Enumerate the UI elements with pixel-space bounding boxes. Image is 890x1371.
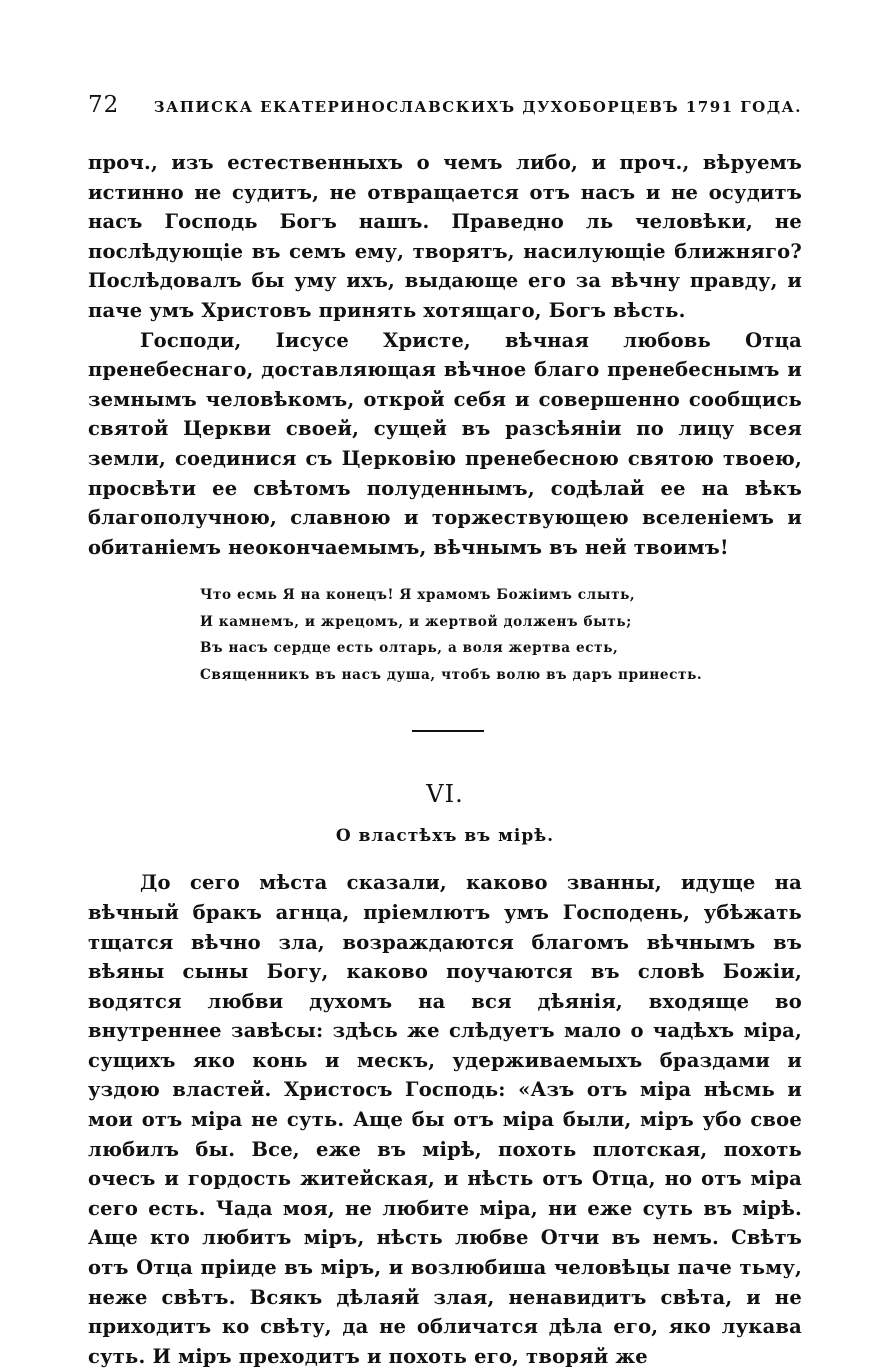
verse-line: Что есмь Я на конецъ! Я храмомъ Божіимъ слыть, [200,587,636,604]
verse-line: Въ насъ сердце есть олтарь, а воля жертва есть, [200,640,619,657]
body-paragraph-prayer: Господи, Іисусе Христе, вѣчная любовь Отца пренебеснаго, доставляющая вѣчное благо пренебеснымъ и земнымъ человѣкомъ, открой себя и совершенно сообщись святой Церкви своей, сущей въ разсѣяніи по лицу всея земли, соединися съ Церковію пренебесною святою твоею, просвѣти ее свѣтомъ полуденнымъ, содѣлай ее на вѣкъ благополучною, славною и торжествующею вселеніемъ и обитаніемъ неокончаемымъ, вѣчнымъ въ ней твоимъ! [88,328,802,559]
document-page [88,92,802,1371]
section-title: О властѣхъ въ мірѣ. [335,826,555,847]
verse-line: Священникъ въ насъ душа, чтобъ волю въ даръ принесть. [200,666,703,683]
verse-block [200,582,802,688]
body-paragraph-continued: проч., изъ естественныхъ о чемъ либо, и проч., вѣруемъ истинно не судитъ, не отвращается отъ насъ и не осудитъ насъ Господь Богъ нашъ. Праведно ль человѣки, не послѣдующіе въ семъ ему, творятъ, насилующіе ближняго? Послѣдовалъ бы уму ихъ, выдающе его за вѣчну правду, и паче умъ Христовъ принять хотящаго, Богъ вѣсть. [88,151,802,322]
page-number: 72 [88,92,120,118]
running-title: ЗАПИСКА ЕКАТЕРИНОСЛАВСКИХЪ ДУХОБОРЦЕВЪ 1791 ГОДА. [153,98,802,116]
section-number: VI. [426,780,464,809]
page-header [88,92,802,132]
section-paragraph: До сего мѣста сказали, каково званны, идуще на вѣчный бракъ агнца, пріемлютъ умъ Господень, убѣжать тщатся вѣчно зла, возраждаются благомъ вѣчнымъ въ вѣяны сыны Богу, каково поучаются въ словѣ Божіи, водятся любви духомъ на вся дѣянія, входяще во внутреннее завѣсы: здѣсь же слѣдуетъ мало о чадѣхъ міра, сущихъ яко конь и мескъ, удерживаемыхъ браздами и уздою властей. Христосъ Господь: «Азъ отъ міра нѣсмь и мои отъ міра не суть. Аще бы отъ міра были, міръ убо свое любилъ бы. Все, еже въ мірѣ, похоть плотская, похоть очесъ и гордость житейская, и нѣсть отъ Отца, но отъ міра сего есть. Чада моя, не любите міра, ни еже суть въ мірѣ. Аще кто любитъ міръ, нѣсть любве Отчи въ немъ. Свѣтъ отъ Отца пріиде въ міръ, и возлюбиша человѣцы паче тьму, неже свѣтъ. Всякъ дѣлаяй злая, ненавидитъ свѣта, и не приходитъ ко свѣту, да не обличатся дѣла его, яко лукава суть. И міръ преходитъ и похоть его, творяй же [88,871,802,1368]
section-divider [412,730,484,732]
verse-line: И камнемъ, и жрецомъ, и жертвой долженъ быть; [200,613,632,630]
section-body [88,868,802,1371]
